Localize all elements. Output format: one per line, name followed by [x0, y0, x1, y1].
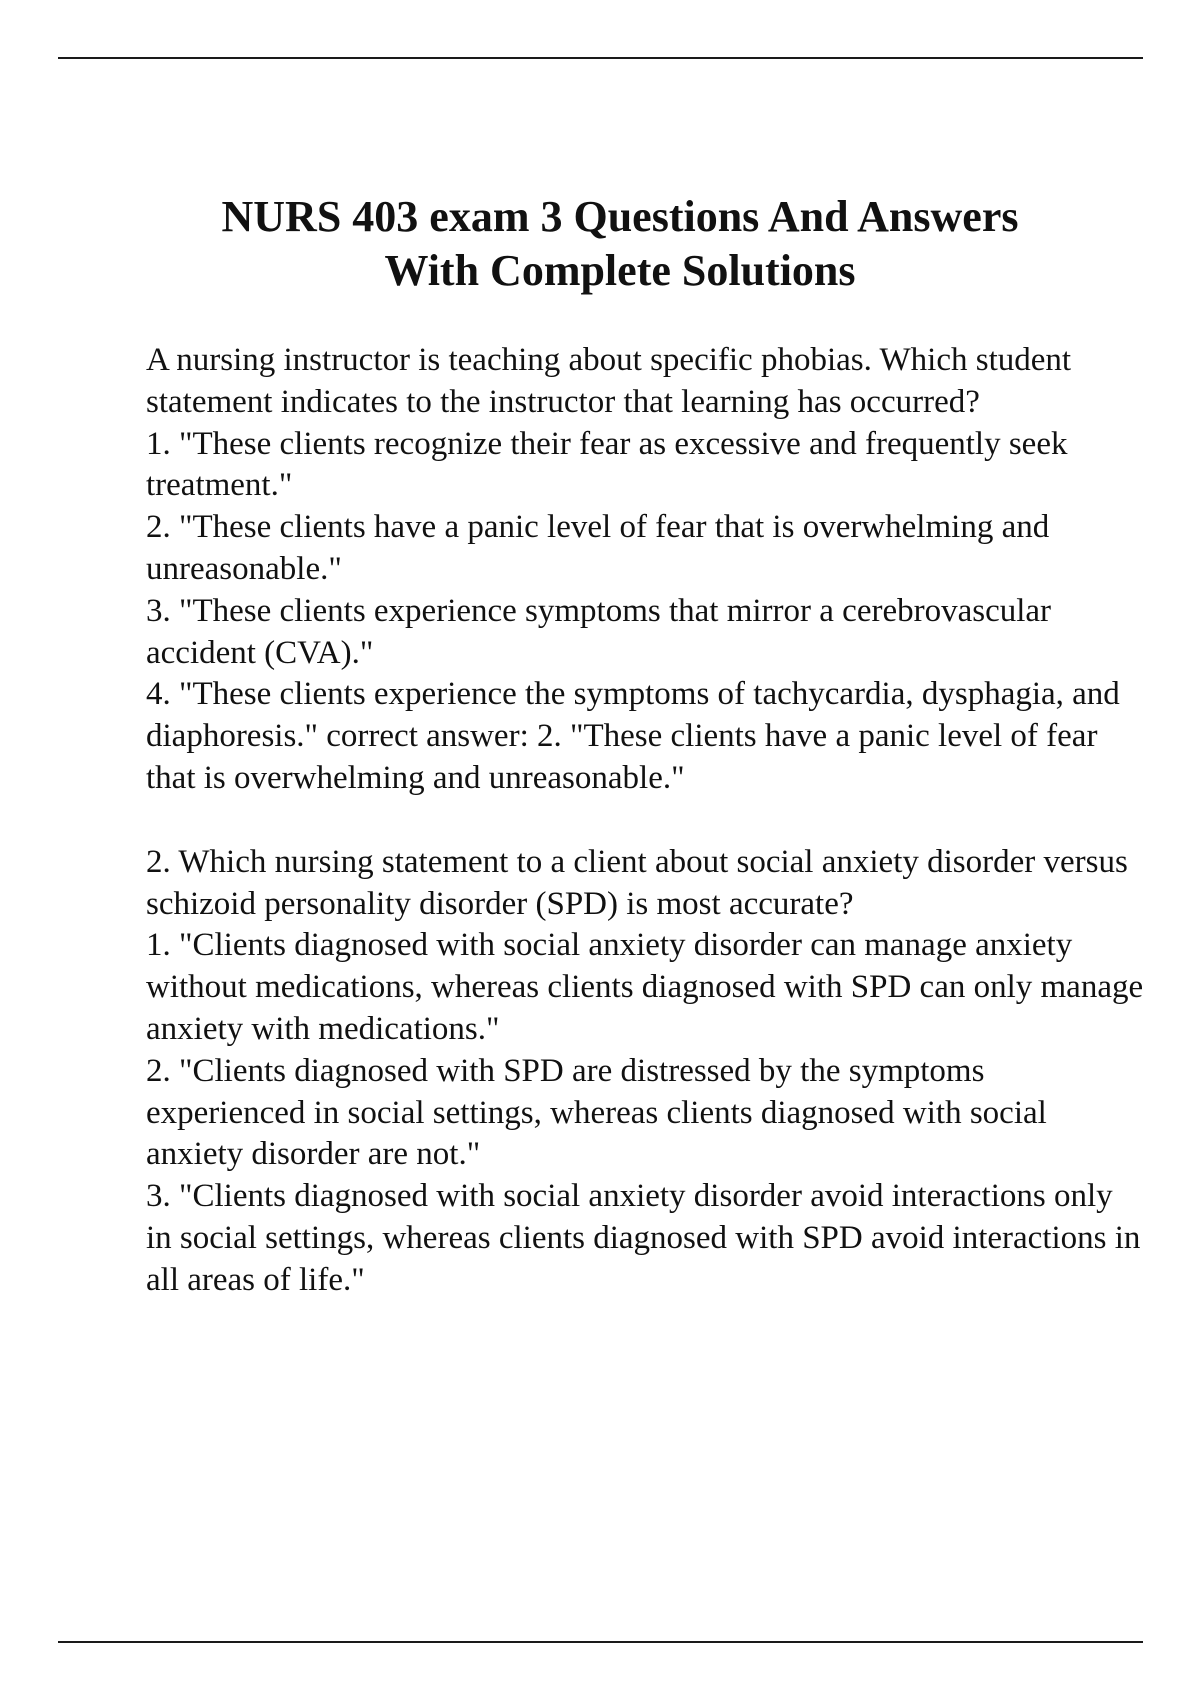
document-title: [0, 190, 1200, 298]
question-1-option-1: 1. "These clients recognize their fear as excessive and frequently seek treatment.": [146, 425, 1068, 504]
question-1-option-2: 2. "These clients have a panic level of fear that is overwhelming and unreasonable.": [146, 509, 1050, 587]
question-1-stem: A nursing instructor is teaching about specific phobias. Which student statement indicates to the instructor that learning has occurred?: [146, 342, 1072, 420]
question-1-option-4-with-answer: 4. "These clients experience the symptoms of tachycardia, dysphagia, and diaphoresis." correct answer: 2. "These clients have a panic level of fear that is overwhelming and unreasonable.": [146, 676, 1120, 796]
document-body: [146, 340, 1146, 1302]
question-2-option-1: 1. "Clients diagnosed with social anxiety disorder can manage anxiety without medications, whereas clients diagnosed with SPD can only manage anxiety with medications.": [146, 927, 1144, 1047]
question-2-stem: 2. Which nursing statement to a client about social anxiety disorder versus schizoid personality disorder (SPD) is most accurate?: [146, 843, 1128, 922]
title-line-1: NURS 403 exam 3 Questions And Answers: [221, 192, 1019, 241]
question-1-option-3: 3. "These clients experience symptoms that mirror a cerebrovascular accident (CVA).": [146, 592, 1052, 671]
question-spacer: [146, 800, 1146, 842]
question-2-option-2: 2. "Clients diagnosed with SPD are distressed by the symptoms experienced in social settings, whereas clients diagnosed with social anxiety disorder are not.": [146, 1052, 1047, 1173]
bottom-divider: [58, 1641, 1143, 1643]
title-line-2: With Complete Solutions: [384, 246, 856, 295]
question-2-option-3: 3. "Clients diagnosed with social anxiety disorder avoid interactions only in social settings, whereas clients diagnosed with SPD avoid interactions in all areas of life.": [146, 1178, 1141, 1298]
top-divider: [58, 57, 1143, 59]
